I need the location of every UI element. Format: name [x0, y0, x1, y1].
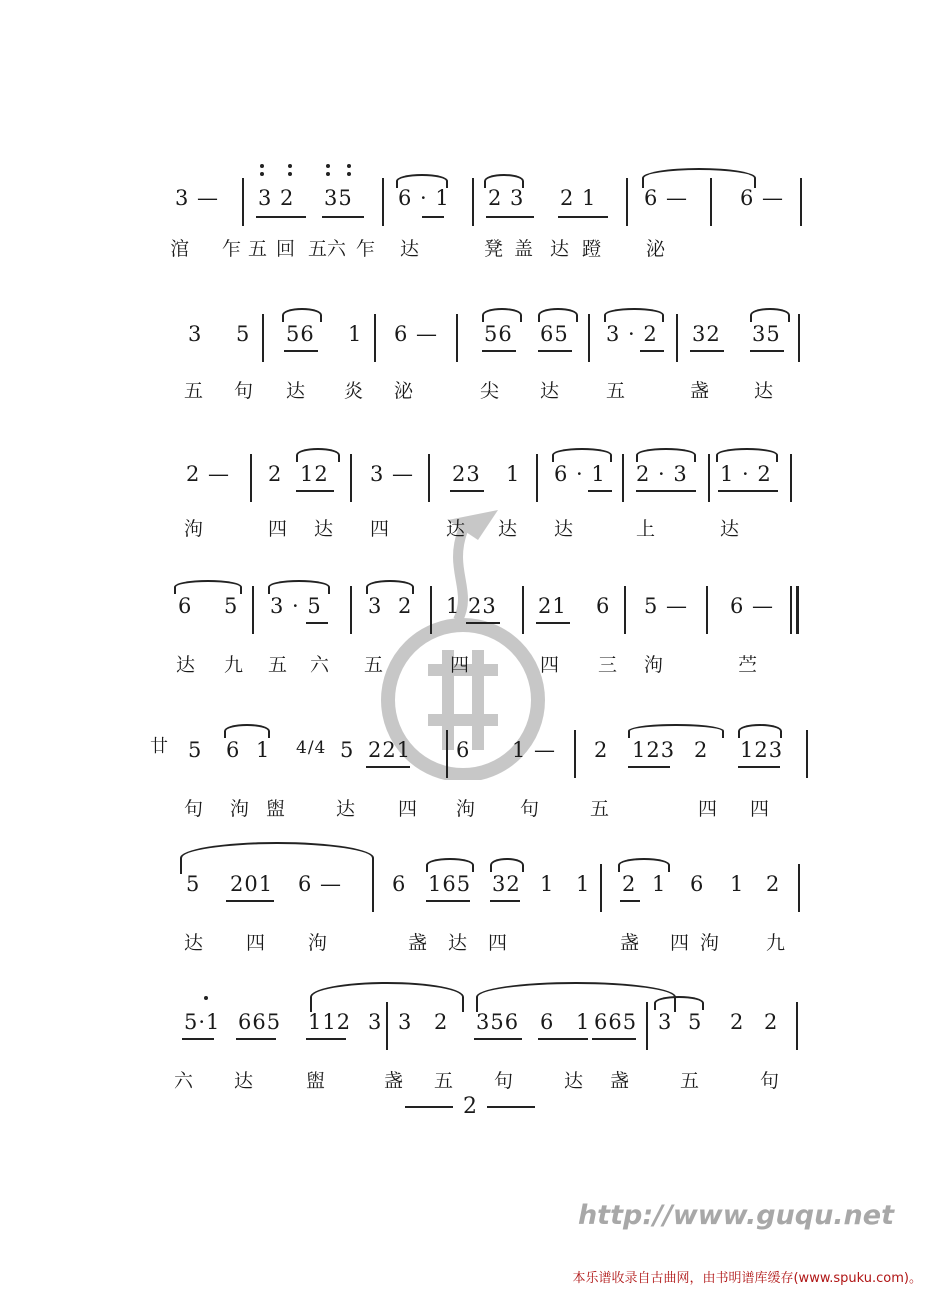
barline	[472, 178, 474, 226]
tablature-row	[150, 354, 810, 414]
tab-char: 盏	[690, 380, 710, 402]
note: 123	[632, 738, 676, 762]
note: 6 —	[298, 872, 343, 896]
note: 5	[186, 872, 201, 896]
tab-char: 盏	[610, 1070, 630, 1092]
tab-char: 五	[680, 1070, 700, 1092]
tab-char: 涫	[170, 238, 190, 260]
tab-char: 五	[184, 380, 204, 402]
tab-char: 盏	[408, 932, 428, 954]
barline	[800, 178, 802, 226]
tab-char: 达	[314, 518, 334, 540]
notation-row	[150, 454, 810, 494]
tab-char: 蹬	[582, 238, 602, 260]
note: 3 —	[175, 186, 220, 210]
tablature-row	[150, 624, 810, 684]
tab-char: 三	[598, 654, 618, 676]
barline	[626, 178, 628, 226]
tab-char: 句	[760, 1070, 780, 1092]
note: 1	[540, 872, 555, 896]
note: 123	[740, 738, 784, 762]
tab-char: 四	[246, 932, 266, 954]
note: 2	[594, 738, 609, 762]
tab-char: 达	[184, 932, 204, 954]
tab-char: 五	[268, 654, 288, 676]
tab-char: 盏	[620, 932, 640, 954]
note: 32	[492, 872, 521, 896]
tab-char: 四	[268, 518, 288, 540]
note: 1 · 2	[720, 462, 772, 486]
time-signature: 4/4	[296, 738, 327, 758]
tab-char: 五	[364, 654, 384, 676]
note: 221	[368, 738, 412, 762]
note: 3	[398, 1010, 413, 1034]
note: 23	[452, 462, 481, 486]
note: 2	[730, 1010, 745, 1034]
tablature-row	[150, 902, 810, 962]
tab-char: 凳	[484, 238, 504, 260]
note: 21	[538, 594, 567, 618]
note: 3	[188, 322, 203, 346]
note: 6	[226, 738, 241, 762]
note: 112	[308, 1010, 352, 1034]
tab-char: 四	[370, 518, 390, 540]
tab-char: 五	[434, 1070, 454, 1092]
note: 65	[540, 322, 569, 346]
note: 3 —	[370, 462, 415, 486]
tab-char: 达	[720, 518, 740, 540]
note: 201	[230, 872, 274, 896]
note: 35	[324, 186, 353, 210]
note: 6	[456, 738, 471, 762]
tab-char: 乍	[222, 238, 242, 260]
tab-char: 达	[176, 654, 196, 676]
note: 6	[392, 872, 407, 896]
tab-char: 泃	[308, 932, 328, 954]
note: 165	[428, 872, 472, 896]
tab-char: 达	[446, 518, 466, 540]
tab-char: 泌	[646, 238, 666, 260]
tab-char: 达	[754, 380, 774, 402]
tab-char: 苎	[738, 654, 758, 676]
tab-char: 句	[494, 1070, 514, 1092]
tab-char: 五六	[308, 238, 347, 260]
tab-char: 泃	[184, 518, 204, 540]
note: 6 · 1	[554, 462, 606, 486]
note: 3	[368, 594, 383, 618]
note: 2 3	[488, 186, 525, 210]
note: 6	[178, 594, 193, 618]
tab-char: 六	[174, 1070, 194, 1092]
notation-row	[150, 730, 810, 770]
note: 5	[340, 738, 355, 762]
page-number: 2	[0, 1094, 940, 1119]
note: 2	[766, 872, 781, 896]
tablature-row	[150, 1040, 810, 1100]
tab-char: 四	[450, 654, 470, 676]
tab-char: 四	[670, 932, 690, 954]
tab-char: 句	[234, 380, 254, 402]
tab-char: 四	[398, 798, 418, 820]
note: 23	[468, 594, 497, 618]
barline	[710, 178, 712, 226]
tab-char: 达	[554, 518, 574, 540]
tab-char: 四	[698, 798, 718, 820]
note: 3	[658, 1010, 673, 1034]
note: 5	[236, 322, 251, 346]
notation-row	[150, 586, 810, 626]
note: 5	[688, 1010, 703, 1034]
tab-char: 达	[498, 518, 518, 540]
note: 6	[596, 594, 611, 618]
tab-char: 四	[540, 654, 560, 676]
tab-char: 句	[520, 798, 540, 820]
note: 6	[690, 872, 705, 896]
tab-char: 九	[224, 654, 244, 676]
notation-row	[150, 314, 810, 354]
note: 1	[506, 462, 521, 486]
tablature-row	[150, 222, 810, 282]
tab-char: 五	[590, 798, 610, 820]
tab-char: 泃	[456, 798, 476, 820]
tab-char: 句	[184, 798, 204, 820]
barline	[382, 178, 384, 226]
note: 6 —	[644, 186, 689, 210]
note: 5 —	[644, 594, 689, 618]
note: 1	[652, 872, 667, 896]
note: 2	[694, 738, 709, 762]
note: 1	[576, 872, 591, 896]
note: 2	[268, 462, 283, 486]
tablature-row	[150, 494, 810, 554]
note: 5	[224, 594, 239, 618]
tablature-row	[150, 768, 810, 828]
tab-char: 五	[248, 238, 268, 260]
note: 6	[540, 1010, 555, 1034]
note: 56	[484, 322, 513, 346]
tab-char: 泃	[230, 798, 250, 820]
tab-char: 炎	[344, 380, 364, 402]
tab-char: 盥	[266, 798, 286, 820]
note: 1	[576, 1010, 591, 1034]
tab-char: 达	[286, 380, 306, 402]
tab-char: 达	[448, 932, 468, 954]
tab-char: 六	[310, 654, 330, 676]
tab-char: 达	[336, 798, 356, 820]
tab-char: 上	[636, 518, 656, 540]
note: 6 · 1	[398, 186, 450, 210]
tab-char: 达	[400, 238, 420, 260]
tab-char: 盥	[306, 1070, 326, 1092]
note: 2	[764, 1010, 779, 1034]
tab-char: 达	[550, 238, 570, 260]
notation-row	[150, 864, 810, 904]
note: 665	[594, 1010, 638, 1034]
tab-char: 泌	[394, 380, 414, 402]
note: 1	[256, 738, 271, 762]
tab-char: 四	[488, 932, 508, 954]
note: 32	[692, 322, 721, 346]
note: 3 · 2	[606, 322, 658, 346]
note: 1 —	[512, 738, 557, 762]
note: 356	[476, 1010, 520, 1034]
tab-char: 九	[766, 932, 786, 954]
note: 6 —	[740, 186, 785, 210]
note: 665	[238, 1010, 282, 1034]
tab-char: 盖	[514, 238, 534, 260]
note: 2	[434, 1010, 449, 1034]
note: 1	[348, 322, 363, 346]
barline	[242, 178, 244, 226]
tab-char: 泃	[700, 932, 720, 954]
note: 6 —	[730, 594, 775, 618]
note: 6 —	[394, 322, 439, 346]
note: 3 · 5	[270, 594, 322, 618]
note: 2 · 3	[636, 462, 688, 486]
note: 5·1	[184, 1010, 221, 1034]
note: 35	[752, 322, 781, 346]
note: 2	[398, 594, 413, 618]
note: 2 1	[560, 186, 597, 210]
notation-row	[150, 1002, 810, 1042]
tab-char: 达	[540, 380, 560, 402]
note: 2 —	[186, 462, 231, 486]
note: 3 2	[258, 186, 295, 210]
note: 1	[730, 872, 745, 896]
tab-char: 尖	[480, 380, 500, 402]
note: 12	[300, 462, 329, 486]
section-mark: 廿	[150, 736, 168, 757]
tab-char: 达	[234, 1070, 254, 1092]
note: 3	[368, 1010, 383, 1034]
note: 2	[622, 872, 637, 896]
tab-char: 五	[606, 380, 626, 402]
tab-char: 乍	[356, 238, 376, 260]
source-footer: 本乐谱收录自古曲网，由书明谱库缓存(www.spuku.com)。	[572, 1271, 922, 1286]
tab-char: 泃	[644, 654, 664, 676]
notation-row	[150, 178, 810, 218]
tab-char: 回	[276, 238, 296, 260]
note: 5	[188, 738, 203, 762]
watermark-url: http://www.guqu.net	[577, 1200, 894, 1231]
note: 1	[446, 594, 461, 618]
tab-char: 盏	[384, 1070, 404, 1092]
tab-char: 达	[564, 1070, 584, 1092]
tab-char: 四	[750, 798, 770, 820]
note: 56	[286, 322, 315, 346]
